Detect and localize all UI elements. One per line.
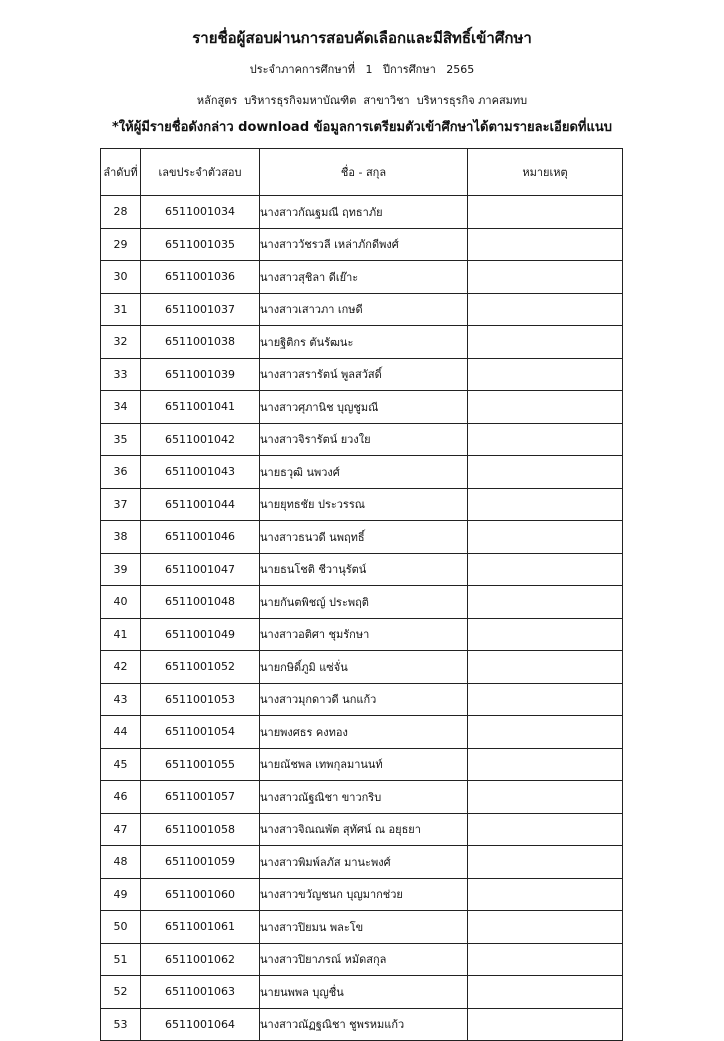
- table-row: [101, 488, 623, 521]
- program-line: หลักสูตร บริหารธุรกิจมหาบัณฑิต สาขาวิชา บริหารธุรกิจ ภาคสมทบ: [196, 94, 528, 107]
- table-row: [101, 456, 623, 489]
- row-number: 46: [101, 781, 141, 814]
- exam-id: 6511001064: [141, 1008, 260, 1041]
- remarks: [468, 943, 623, 976]
- remarks: [468, 586, 623, 619]
- remarks: [468, 423, 623, 456]
- row-number: 52: [101, 976, 141, 1009]
- full-name: นางสาววัชรวลี เหล่าภักดีพงศ์: [260, 228, 468, 261]
- remarks: [468, 553, 623, 586]
- full-name: นางสาวปิยาภรณ์ หมัดสกุล: [260, 943, 468, 976]
- table-row: [101, 553, 623, 586]
- row-number: 37: [101, 488, 141, 521]
- remarks: [468, 651, 623, 684]
- exam-id: 6511001041: [141, 391, 260, 424]
- table-row: [101, 391, 623, 424]
- document-title: รายชื่อผู้สอบผ่านการสอบคัดเลือกและมีสิทธิ์เข้าศึกษา: [192, 29, 532, 47]
- full-name: นายณัชพล เทพกุลมานนท์: [260, 748, 468, 781]
- table-row: [101, 716, 623, 749]
- exam-id: 6511001046: [141, 521, 260, 554]
- table-row: [101, 1008, 623, 1041]
- remarks: [468, 878, 623, 911]
- exam-id: 6511001034: [141, 196, 260, 229]
- row-number: 53: [101, 1008, 141, 1041]
- exam-id: 6511001038: [141, 326, 260, 359]
- remarks: [468, 196, 623, 229]
- row-number: 36: [101, 456, 141, 489]
- remarks: [468, 748, 623, 781]
- full-name: นางสาวเสาวภา เกษดี: [260, 293, 468, 326]
- exam-id: 6511001060: [141, 878, 260, 911]
- row-number: 29: [101, 228, 141, 261]
- remarks: [468, 261, 623, 294]
- full-name: นายนพพล บุญชื่น: [260, 976, 468, 1009]
- semester-line: ประจำภาคการศึกษาที่ 1 ปีการศึกษา 2565: [249, 63, 475, 76]
- remarks: [468, 813, 623, 846]
- row-number: 31: [101, 293, 141, 326]
- exam-id: 6511001055: [141, 748, 260, 781]
- remarks: [468, 683, 623, 716]
- full-name: นางสาวศุภานิช บุญชูมณี: [260, 391, 468, 424]
- remarks: [468, 716, 623, 749]
- remarks: [468, 358, 623, 391]
- row-number: 47: [101, 813, 141, 846]
- table-row: [101, 586, 623, 619]
- roster-table-body: [101, 196, 623, 1041]
- full-name: นายกันตพิชญ์ ประพฤติ: [260, 586, 468, 619]
- row-number: 38: [101, 521, 141, 554]
- exam-id: 6511001042: [141, 423, 260, 456]
- table-row: [101, 976, 623, 1009]
- remarks: [468, 1008, 623, 1041]
- full-name: นางสาวพิมพ์ลภัส มานะพงศ์: [260, 846, 468, 879]
- remarks: [468, 976, 623, 1009]
- full-name: นางสาวธนวดี นพฤทธิ์: [260, 521, 468, 554]
- remarks: [468, 618, 623, 651]
- row-number: 30: [101, 261, 141, 294]
- full-name: นายยุทธชัย ประวรรณ: [260, 488, 468, 521]
- remarks: [468, 228, 623, 261]
- column-header-full-name: ชื่อ - สกุล: [260, 149, 468, 196]
- full-name: นางสาวมุกดาวดี นกแก้ว: [260, 683, 468, 716]
- table-row: [101, 943, 623, 976]
- row-number: 28: [101, 196, 141, 229]
- row-number: 39: [101, 553, 141, 586]
- table-row: [101, 228, 623, 261]
- full-name: นางสาวณัฐณิชา ขาวกริบ: [260, 781, 468, 814]
- table-row: [101, 651, 623, 684]
- exam-id: 6511001036: [141, 261, 260, 294]
- column-header-exam-id: เลขประจำตัวสอบ: [141, 149, 260, 196]
- remarks: [468, 326, 623, 359]
- full-name: นางสาวสุชิลา ดีเย๊าะ: [260, 261, 468, 294]
- row-number: 49: [101, 878, 141, 911]
- row-number: 34: [101, 391, 141, 424]
- row-number: 41: [101, 618, 141, 651]
- exam-id: 6511001053: [141, 683, 260, 716]
- table-row: [101, 911, 623, 944]
- row-number: 33: [101, 358, 141, 391]
- table-row: [101, 618, 623, 651]
- full-name: นางสาวปิยมน พละโข: [260, 911, 468, 944]
- full-name: นางสาวกัณฐมณี ฤทธาภัย: [260, 196, 468, 229]
- remarks: [468, 293, 623, 326]
- column-header-remarks: หมายเหตุ: [468, 149, 623, 196]
- row-number: 40: [101, 586, 141, 619]
- exam-id: 6511001063: [141, 976, 260, 1009]
- remarks: [468, 391, 623, 424]
- remarks: [468, 521, 623, 554]
- download-note: *ให้ผู้มีรายชื่อดังกล่าว download ข้อมูลการเตรียมตัวเข้าศึกษาได้ตามรายละเอียดที่แนบ: [111, 120, 613, 135]
- full-name: นายกษิดิ์ภูมิ แซ่จั่น: [260, 651, 468, 684]
- roster-table-head: [101, 149, 623, 196]
- table-row: [101, 326, 623, 359]
- full-name: นายธนโชติ ชีวานุรัตน์: [260, 553, 468, 586]
- table-row: [101, 293, 623, 326]
- full-name: นางสาวสรารัตน์ พูลสวัสดิ์: [260, 358, 468, 391]
- table-row: [101, 358, 623, 391]
- remarks: [468, 911, 623, 944]
- row-number: 42: [101, 651, 141, 684]
- table-row: [101, 813, 623, 846]
- remarks: [468, 846, 623, 879]
- table-row: [101, 261, 623, 294]
- row-number: 44: [101, 716, 141, 749]
- exam-id: 6511001044: [141, 488, 260, 521]
- exam-id: 6511001037: [141, 293, 260, 326]
- exam-id: 6511001057: [141, 781, 260, 814]
- full-name: นายพงศธร คงทอง: [260, 716, 468, 749]
- row-number: 35: [101, 423, 141, 456]
- table-row: [101, 196, 623, 229]
- table-row: [101, 846, 623, 879]
- table-row: [101, 423, 623, 456]
- table-row: [101, 748, 623, 781]
- row-number: 43: [101, 683, 141, 716]
- table-row: [101, 878, 623, 911]
- row-number: 50: [101, 911, 141, 944]
- full-name: นางสาวจิรารัตน์ ยวงใย: [260, 423, 468, 456]
- row-number: 45: [101, 748, 141, 781]
- exam-id: 6511001058: [141, 813, 260, 846]
- exam-id: 6511001052: [141, 651, 260, 684]
- full-name: นางสาวจิณณพัต สุทัศน์ ณ อยุธยา: [260, 813, 468, 846]
- exam-id: 6511001048: [141, 586, 260, 619]
- exam-id: 6511001047: [141, 553, 260, 586]
- exam-id: 6511001039: [141, 358, 260, 391]
- table-row: [101, 683, 623, 716]
- exam-id: 6511001049: [141, 618, 260, 651]
- table-row: [101, 521, 623, 554]
- full-name: นางสาวอติศา ชุมรักษา: [260, 618, 468, 651]
- remarks: [468, 488, 623, 521]
- table-row: [101, 781, 623, 814]
- exam-id: 6511001043: [141, 456, 260, 489]
- full-name: นางสาวขวัญชนก บุญมากช่วย: [260, 878, 468, 911]
- exam-id: 6511001059: [141, 846, 260, 879]
- row-number: 32: [101, 326, 141, 359]
- remarks: [468, 456, 623, 489]
- row-number: 48: [101, 846, 141, 879]
- exam-id: 6511001062: [141, 943, 260, 976]
- remarks: [468, 781, 623, 814]
- exam-id: 6511001054: [141, 716, 260, 749]
- exam-id: 6511001035: [141, 228, 260, 261]
- header-row: [101, 149, 623, 196]
- row-number: 51: [101, 943, 141, 976]
- column-header-number: ลำดับที่: [101, 149, 141, 196]
- exam-id: 6511001061: [141, 911, 260, 944]
- full-name: นายธวุฒิ นพวงศ์: [260, 456, 468, 489]
- full-name: นางสาวณัฏฐณิชา ชูพรหมแก้ว: [260, 1008, 468, 1041]
- full-name: นายฐิติกร ตันรัฒนะ: [260, 326, 468, 359]
- roster-table: [100, 148, 623, 1041]
